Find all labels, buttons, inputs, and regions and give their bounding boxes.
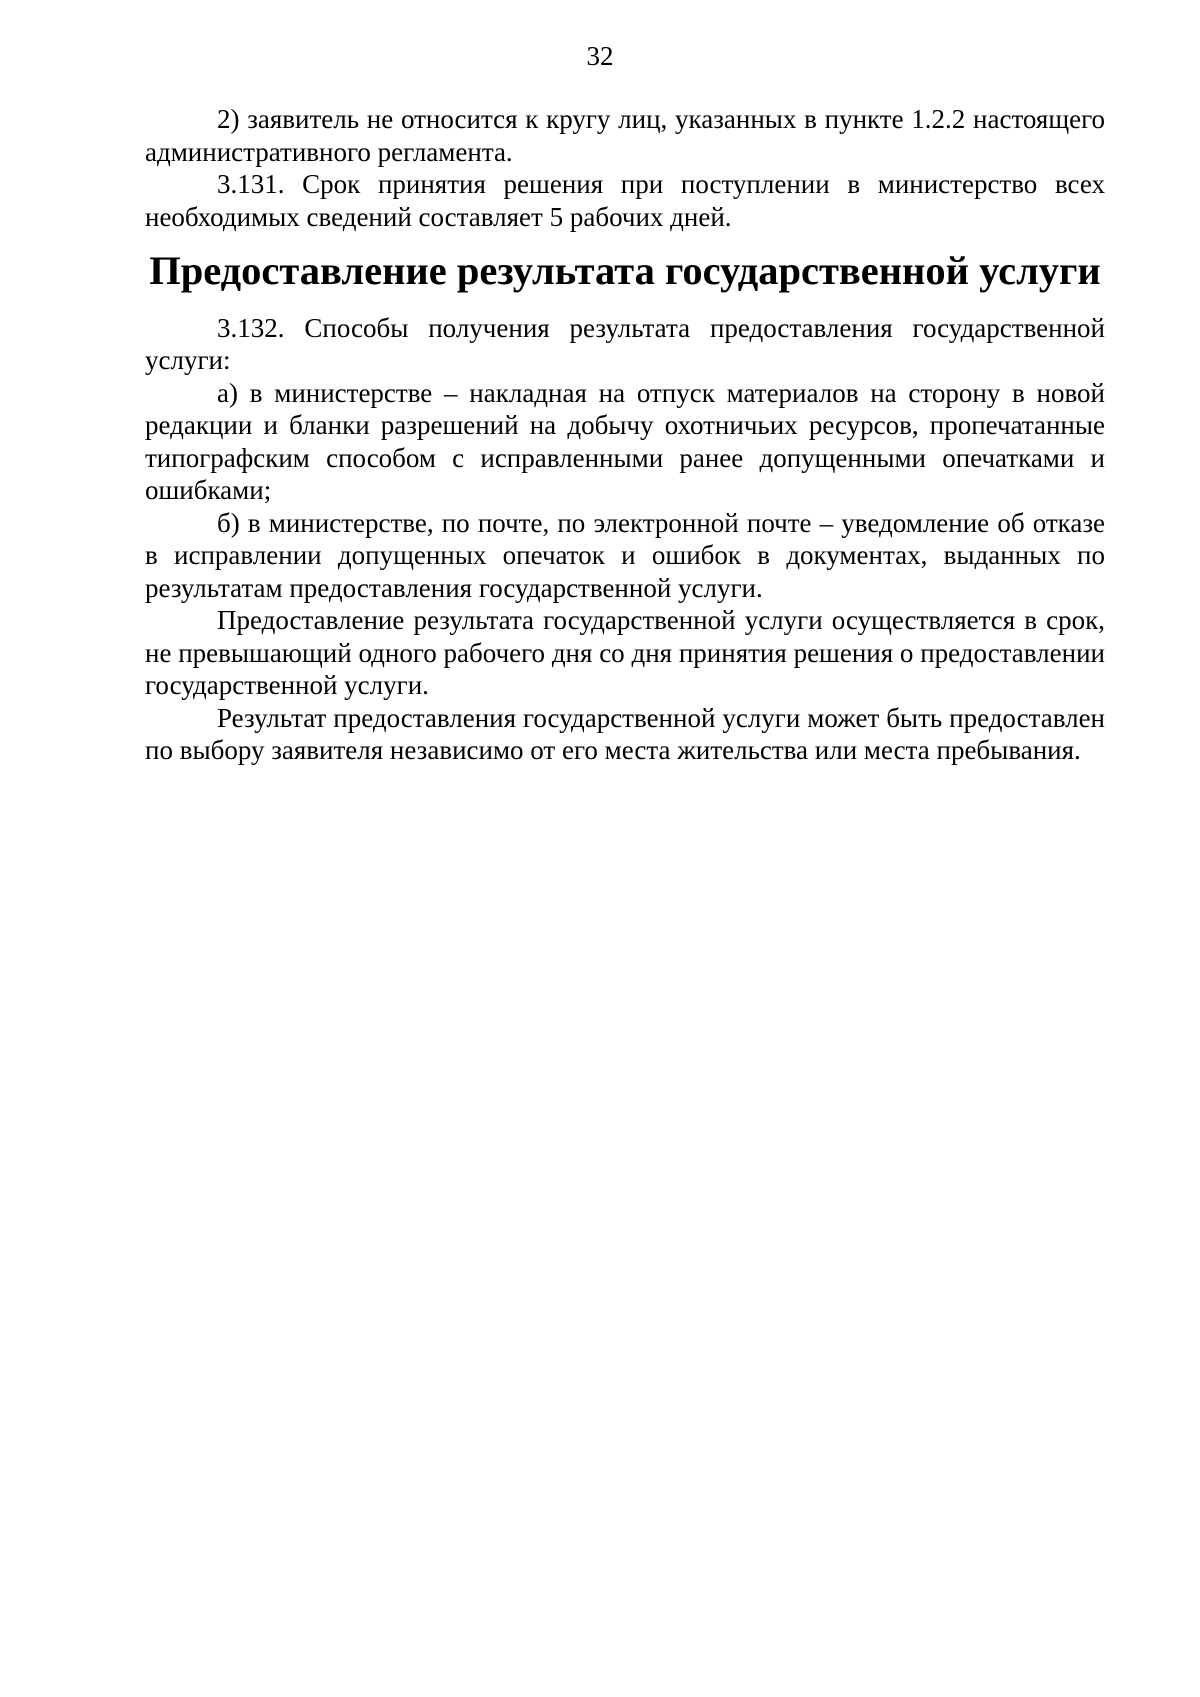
paragraph-3-131: 3.131. Срок принятия решения при поступлении в министерство всех необходимых сведений составляет 5 рабочих дней. xyxy=(145,169,1105,232)
document-body xyxy=(145,103,1105,767)
paragraph-result-delivery-choice: Результат предоставления государственной услуги может быть предоставлен по выбору заявителя независимо от его места жительства или места пребывания. xyxy=(145,702,1105,765)
page-number: 32 xyxy=(586,41,614,71)
paragraph-3-132: 3.132. Способы получения результата предоставления государственной услуги: xyxy=(145,312,1105,375)
paragraph-item-2-applicant: 2) заявитель не относится к кругу лиц, указанных в пункте 1.2.2 настоящего административного регламента. xyxy=(145,104,1105,167)
paragraph-item-b: б) в министерстве, по почте, по электронной почте – уведомление об отказе в исправлении допущенных опечаток и ошибок в документах, выданных по результатам предоставления государственной услуги. xyxy=(145,507,1105,603)
paragraph-item-a: а) в министерстве – накладная на отпуск материалов на сторону в новой редакции и бланки разрешений на добычу охотничьих ресурсов, пропечатанные типографским способом с исправленными ранее допущенными опечатками и ошибками; xyxy=(145,377,1105,505)
section-heading: Предоставление результата государственной услуги xyxy=(149,248,1101,293)
paragraph-result-delivery-term: Предоставление результата государственной услуги осуществляется в срок, не превышающий одного рабочего дня со дня принятия решения о предоставлении государственной услуги. xyxy=(145,605,1105,700)
